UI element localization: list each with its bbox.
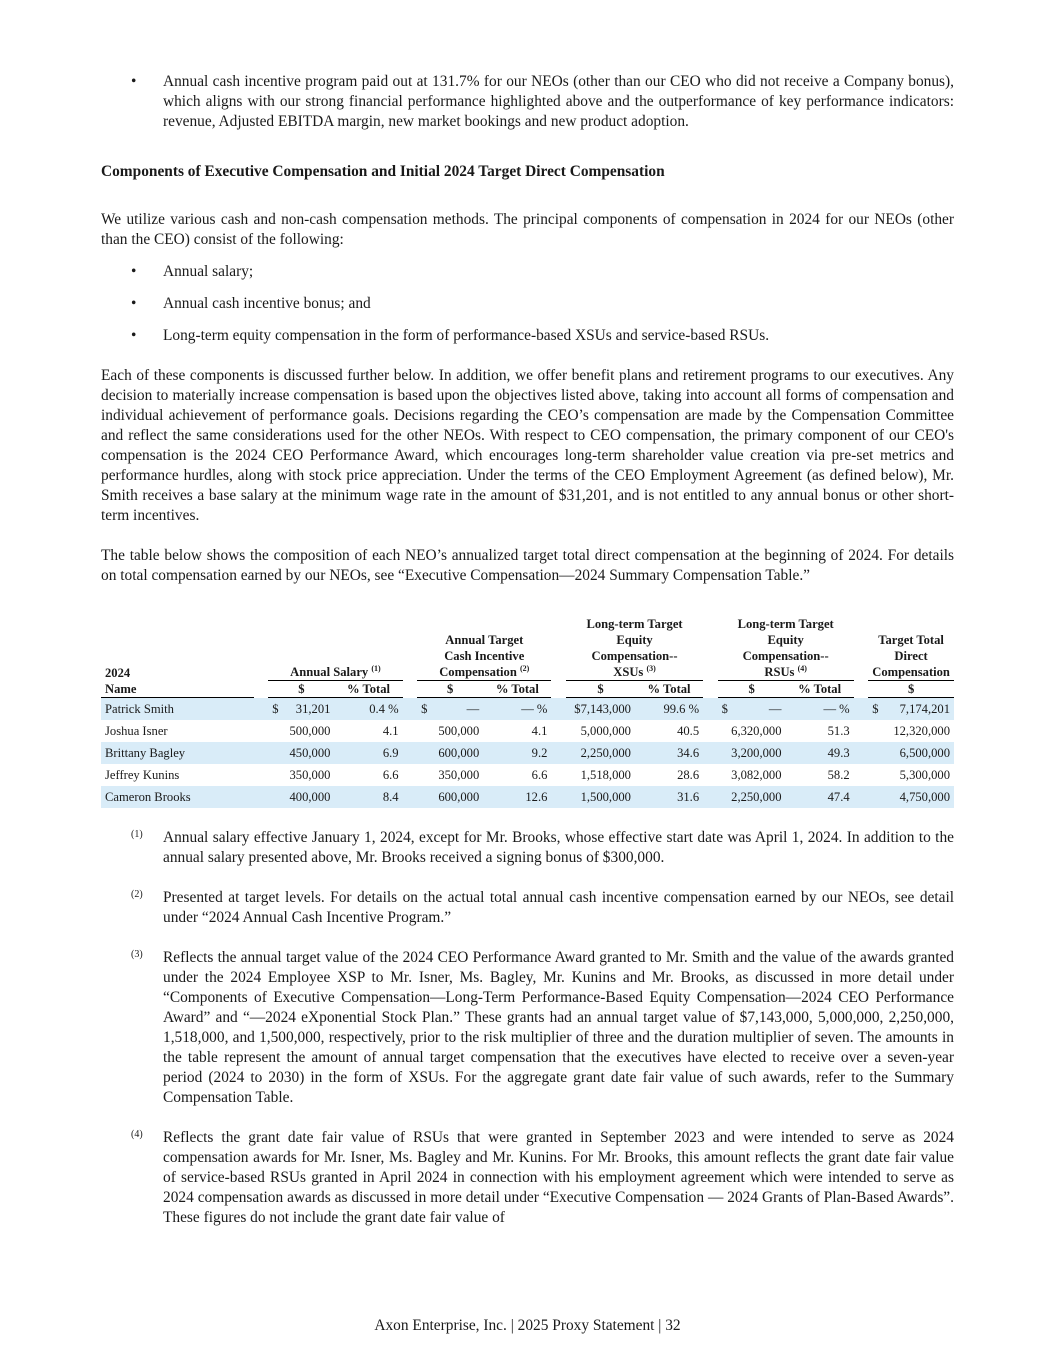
row-name: Jeffrey Kunins: [105, 768, 180, 782]
rsu-pct: — %: [786, 698, 854, 721]
component-item-text: Annual cash incentive bonus; and: [163, 295, 371, 312]
footnote-text: Annual salary effective January 1, 2024, except for Mr. Brooks, whose effective start date was April 1, 2024. In addition to the annual salary presented above, Mr. Brooks received a signing bonus of $300,000.: [163, 829, 954, 866]
salary-pct: 6.9: [334, 742, 402, 764]
salary-value: [268, 764, 334, 786]
currency-symbol: $: [721, 702, 728, 716]
footnotes: [101, 828, 954, 1228]
cash-value: [417, 742, 483, 764]
cell-value: 6,320,000: [731, 724, 782, 738]
rsu-pct: 51.3: [827, 724, 850, 738]
xsu-group-header: Long-term Target Equity Compensation-- XSUs $^{(3)}$: [566, 616, 703, 681]
xsu-pct: 40.5: [677, 724, 700, 738]
cell-value: 400,000: [289, 790, 331, 804]
rsu-value: [718, 698, 786, 721]
salary-pct: 8.4: [334, 786, 402, 808]
footnote-mark: (2): [131, 889, 143, 900]
table-subheader: [101, 681, 954, 698]
salary-pct: 6.6: [382, 768, 399, 782]
rsu-value: [718, 742, 786, 764]
rsu-group-header: Long-term Target Equity Compensation-- RSUs $^{(4)}$: [718, 616, 854, 681]
cell-value: 6,500,000: [899, 746, 950, 760]
cash-group-header: Annual Target Cash Incentive Compensation $^{(2)}$: [417, 616, 551, 681]
xsu-pct-header: % Total: [635, 681, 703, 698]
salary-group-header: Annual Salary $^{(1)}$: [268, 616, 402, 681]
row-name: Brittany Bagley: [101, 742, 254, 764]
footnote: [101, 1128, 954, 1228]
total-group-header: Target Total Direct Compensation: [868, 616, 954, 681]
rsu-value: [718, 720, 786, 742]
currency-symbol: $: [872, 702, 879, 716]
rsu-pct: 49.3: [786, 742, 854, 764]
table-row: [101, 786, 954, 808]
rsu-value: [718, 764, 786, 786]
xsu-value: 1,518,000: [580, 768, 631, 782]
cell-value: 450,000: [289, 746, 331, 760]
cell-value: 4,750,000: [899, 790, 950, 804]
rsu-pct: 58.2: [827, 768, 850, 782]
cash-value: [417, 764, 483, 786]
cell-value: —: [466, 702, 480, 716]
rsu-dollar-header: $: [718, 681, 786, 698]
salary-pct-header: % Total: [334, 681, 402, 698]
name-column-header: Name: [101, 681, 254, 698]
total-value: [868, 698, 954, 721]
total-value: [868, 720, 954, 742]
footnote-text: Reflects the annual target value of the 2024 CEO Performance Award granted to Mr. Smith and the value of the awards granted under the 2024 Employee XSP to Mr. Isner, Ms. Bagley, Mr. Kunins and Mr. Brooks, as discussed in more detail under “Components of Executive Compensation—Long-Term Performance-Based Equity Compensation—2024 CEO Performance Award” and “—2024 eXponential Stock Plan.” These grants had an annual target value of $7,143,000, 5,000,000, 2,250,000, 1,518,000, and 1,500,000, respectively, prior to the risk multiplier of three and the duration multiplier of seven. The amounts in the table represent the amount of annual target compensation that the executives have elected to receive over a seven-year period (2024 to 2030) in the form of XSUs. For the aggregate grant date fair value of such awards, refer to the Summary Compensation Table.: [163, 949, 954, 1106]
cell-value: 5,300,000: [899, 768, 950, 782]
salary-pct: 0.4 %: [334, 698, 402, 721]
row-name: Joshua Isner: [105, 724, 168, 738]
table-body: [101, 698, 954, 809]
cell-value: 12,320,000: [893, 724, 950, 738]
salary-value: [268, 720, 334, 742]
year-header: 2024: [105, 665, 131, 680]
component-item-text: Long-term equity compensation in the form of performance-based XSUs and service-based RSUs.: [163, 327, 770, 344]
cash-value: [417, 720, 483, 742]
bullet-icon: •: [131, 263, 137, 280]
currency-symbol: $: [421, 702, 428, 716]
xsu-value: 5,000,000: [580, 724, 631, 738]
cash-value: [417, 786, 483, 808]
table-row: [101, 742, 954, 764]
total-value: [868, 764, 954, 786]
rsu-pct: 47.4: [786, 786, 854, 808]
cell-value: 7,174,201: [899, 702, 950, 716]
cash-value: [417, 698, 483, 721]
salary-pct: 4.1: [382, 724, 399, 738]
cell-value: 600,000: [438, 746, 480, 760]
section-heading: Components of Executive Compensation and Initial 2024 Target Direct Compensation: [101, 163, 665, 180]
currency-symbol: $: [272, 702, 279, 716]
xsu-pct: 28.6: [677, 768, 700, 782]
intro-bullet-text: Annual cash incentive program paid out at 131.7% for our NEOs (other than our CEO who did not receive a Company bonus), which aligns with our strong financial performance highlighted above and the outperformance of key performance indicators: revenue, Adjusted EBITDA margin, new market bookings and new product adoption.: [163, 73, 954, 130]
footnote-text: Presented at target levels. For details on the actual total annual cash incentive compensation earned by our NEOs, see detail under “2024 Annual Cash Incentive Program.”: [163, 889, 954, 926]
footnote: [101, 888, 954, 928]
page-footer: Axon Enterprise, Inc. | 2025 Proxy Statement | 32: [374, 1317, 681, 1334]
cell-value: 3,200,000: [731, 746, 782, 760]
cell-value: 31,201: [295, 702, 331, 716]
total-dollar-header: $: [868, 681, 954, 698]
xsu-pct: 99.6 %: [635, 698, 703, 721]
table-row: [101, 764, 954, 786]
component-item: [101, 326, 954, 346]
total-value: [868, 742, 954, 764]
rsu-value: [718, 786, 786, 808]
cell-value: 350,000: [289, 768, 331, 782]
footnote: [101, 948, 954, 1108]
page-content: [101, 72, 954, 1228]
cell-value: 3,082,000: [731, 768, 782, 782]
salary-value: [268, 698, 334, 721]
cell-value: 350,000: [438, 768, 480, 782]
cash-pct-header: % Total: [483, 681, 551, 698]
footnote-text: Reflects the grant date fair value of RSUs that were granted in September 2023 and were intended to serve as 2024 compensation awards for Mr. Isner, Ms. Bagley and Mr. Kunins. For Mr. Brooks, this amount reflects the grant date fair value of service-based RSUs granted in April 2024 in connection with his employment agreement which were intended to serve as 2024 compensation awards as discussed in more detail under “Executive Compensation — 2024 Grants of Plan-Based Awards”. These figures do not include the grant date fair value of: [163, 1129, 954, 1226]
xsu-dollar-header: $: [566, 681, 635, 698]
cell-value: 500,000: [289, 724, 331, 738]
footnote-mark: (3): [131, 949, 143, 960]
cell-value: 2,250,000: [731, 790, 782, 804]
cell-value: 500,000: [438, 724, 480, 738]
intro-bullet: [101, 72, 954, 132]
cash-pct: 4.1: [531, 724, 548, 738]
components-intro: We utilize various cash and non-cash compensation methods. The principal components of compensation in 2024 for our NEOs (other than the CEO) consist of the following:: [101, 211, 954, 248]
table-row: [101, 698, 954, 721]
xsu-value: $7,143,000: [566, 698, 635, 721]
footnote-mark: (1): [131, 829, 143, 840]
cash-pct: 6.6: [531, 768, 548, 782]
salary-value: [268, 742, 334, 764]
footnote: [101, 828, 954, 868]
table-row: [101, 720, 954, 742]
xsu-pct: 31.6: [635, 786, 703, 808]
bullet-icon: •: [131, 327, 137, 344]
salary-dollar-header: $: [268, 681, 334, 698]
bullet-icon: •: [131, 73, 137, 90]
footnote-mark: (4): [131, 1129, 143, 1140]
salary-value: [268, 786, 334, 808]
compensation-table: [101, 616, 954, 808]
component-item: [101, 262, 954, 282]
cell-value: —: [768, 702, 782, 716]
total-value: [868, 786, 954, 808]
component-item: [101, 294, 954, 314]
table-group-header: [101, 616, 954, 681]
component-item-text: Annual salary;: [163, 263, 254, 280]
rsu-pct-header: % Total: [786, 681, 854, 698]
table-intro-paragraph: The table below shows the composition of each NEO’s annualized target total direct compensation at the beginning of 2024. For details on total compensation earned by our NEOs, see “Executive Compensation—2024 Summary Compensation Table.”: [101, 547, 954, 584]
xsu-value: 2,250,000: [566, 742, 635, 764]
cash-pct: 9.2: [483, 742, 551, 764]
cash-pct: — %: [483, 698, 551, 721]
xsu-value: 1,500,000: [566, 786, 635, 808]
cash-pct: 12.6: [483, 786, 551, 808]
cell-value: 600,000: [438, 790, 480, 804]
row-name: Cameron Brooks: [101, 786, 254, 808]
components-paragraph: Each of these components is discussed further below. In addition, we offer benefit plans and retirement programs to our executives. Any decision to materially increase compensation is based upon the objectives listed above, taking into account all forms of compensation and individual achievement of performance goals. Decisions regarding the CEO’s compensation are made by the Compensation Committee and reflect the same considerations used for the other NEOs. With respect to CEO compensation, the primary component of our CEO's compensation is the 2024 CEO Performance Award, which encourages long-term shareholder value creation via pre-set metrics and performance hurdles, along with stock price appreciation. Under the terms of the CEO Employment Agreement (as defined below), Mr. Smith receives a base salary at the minimum wage rate in the amount of $31,201, and is not entitled to any annual bonus or other short-term incentives.: [101, 367, 954, 524]
row-name: Patrick Smith: [101, 698, 254, 721]
cash-dollar-header: $: [417, 681, 483, 698]
xsu-pct: 34.6: [635, 742, 703, 764]
bullet-icon: •: [131, 295, 137, 312]
